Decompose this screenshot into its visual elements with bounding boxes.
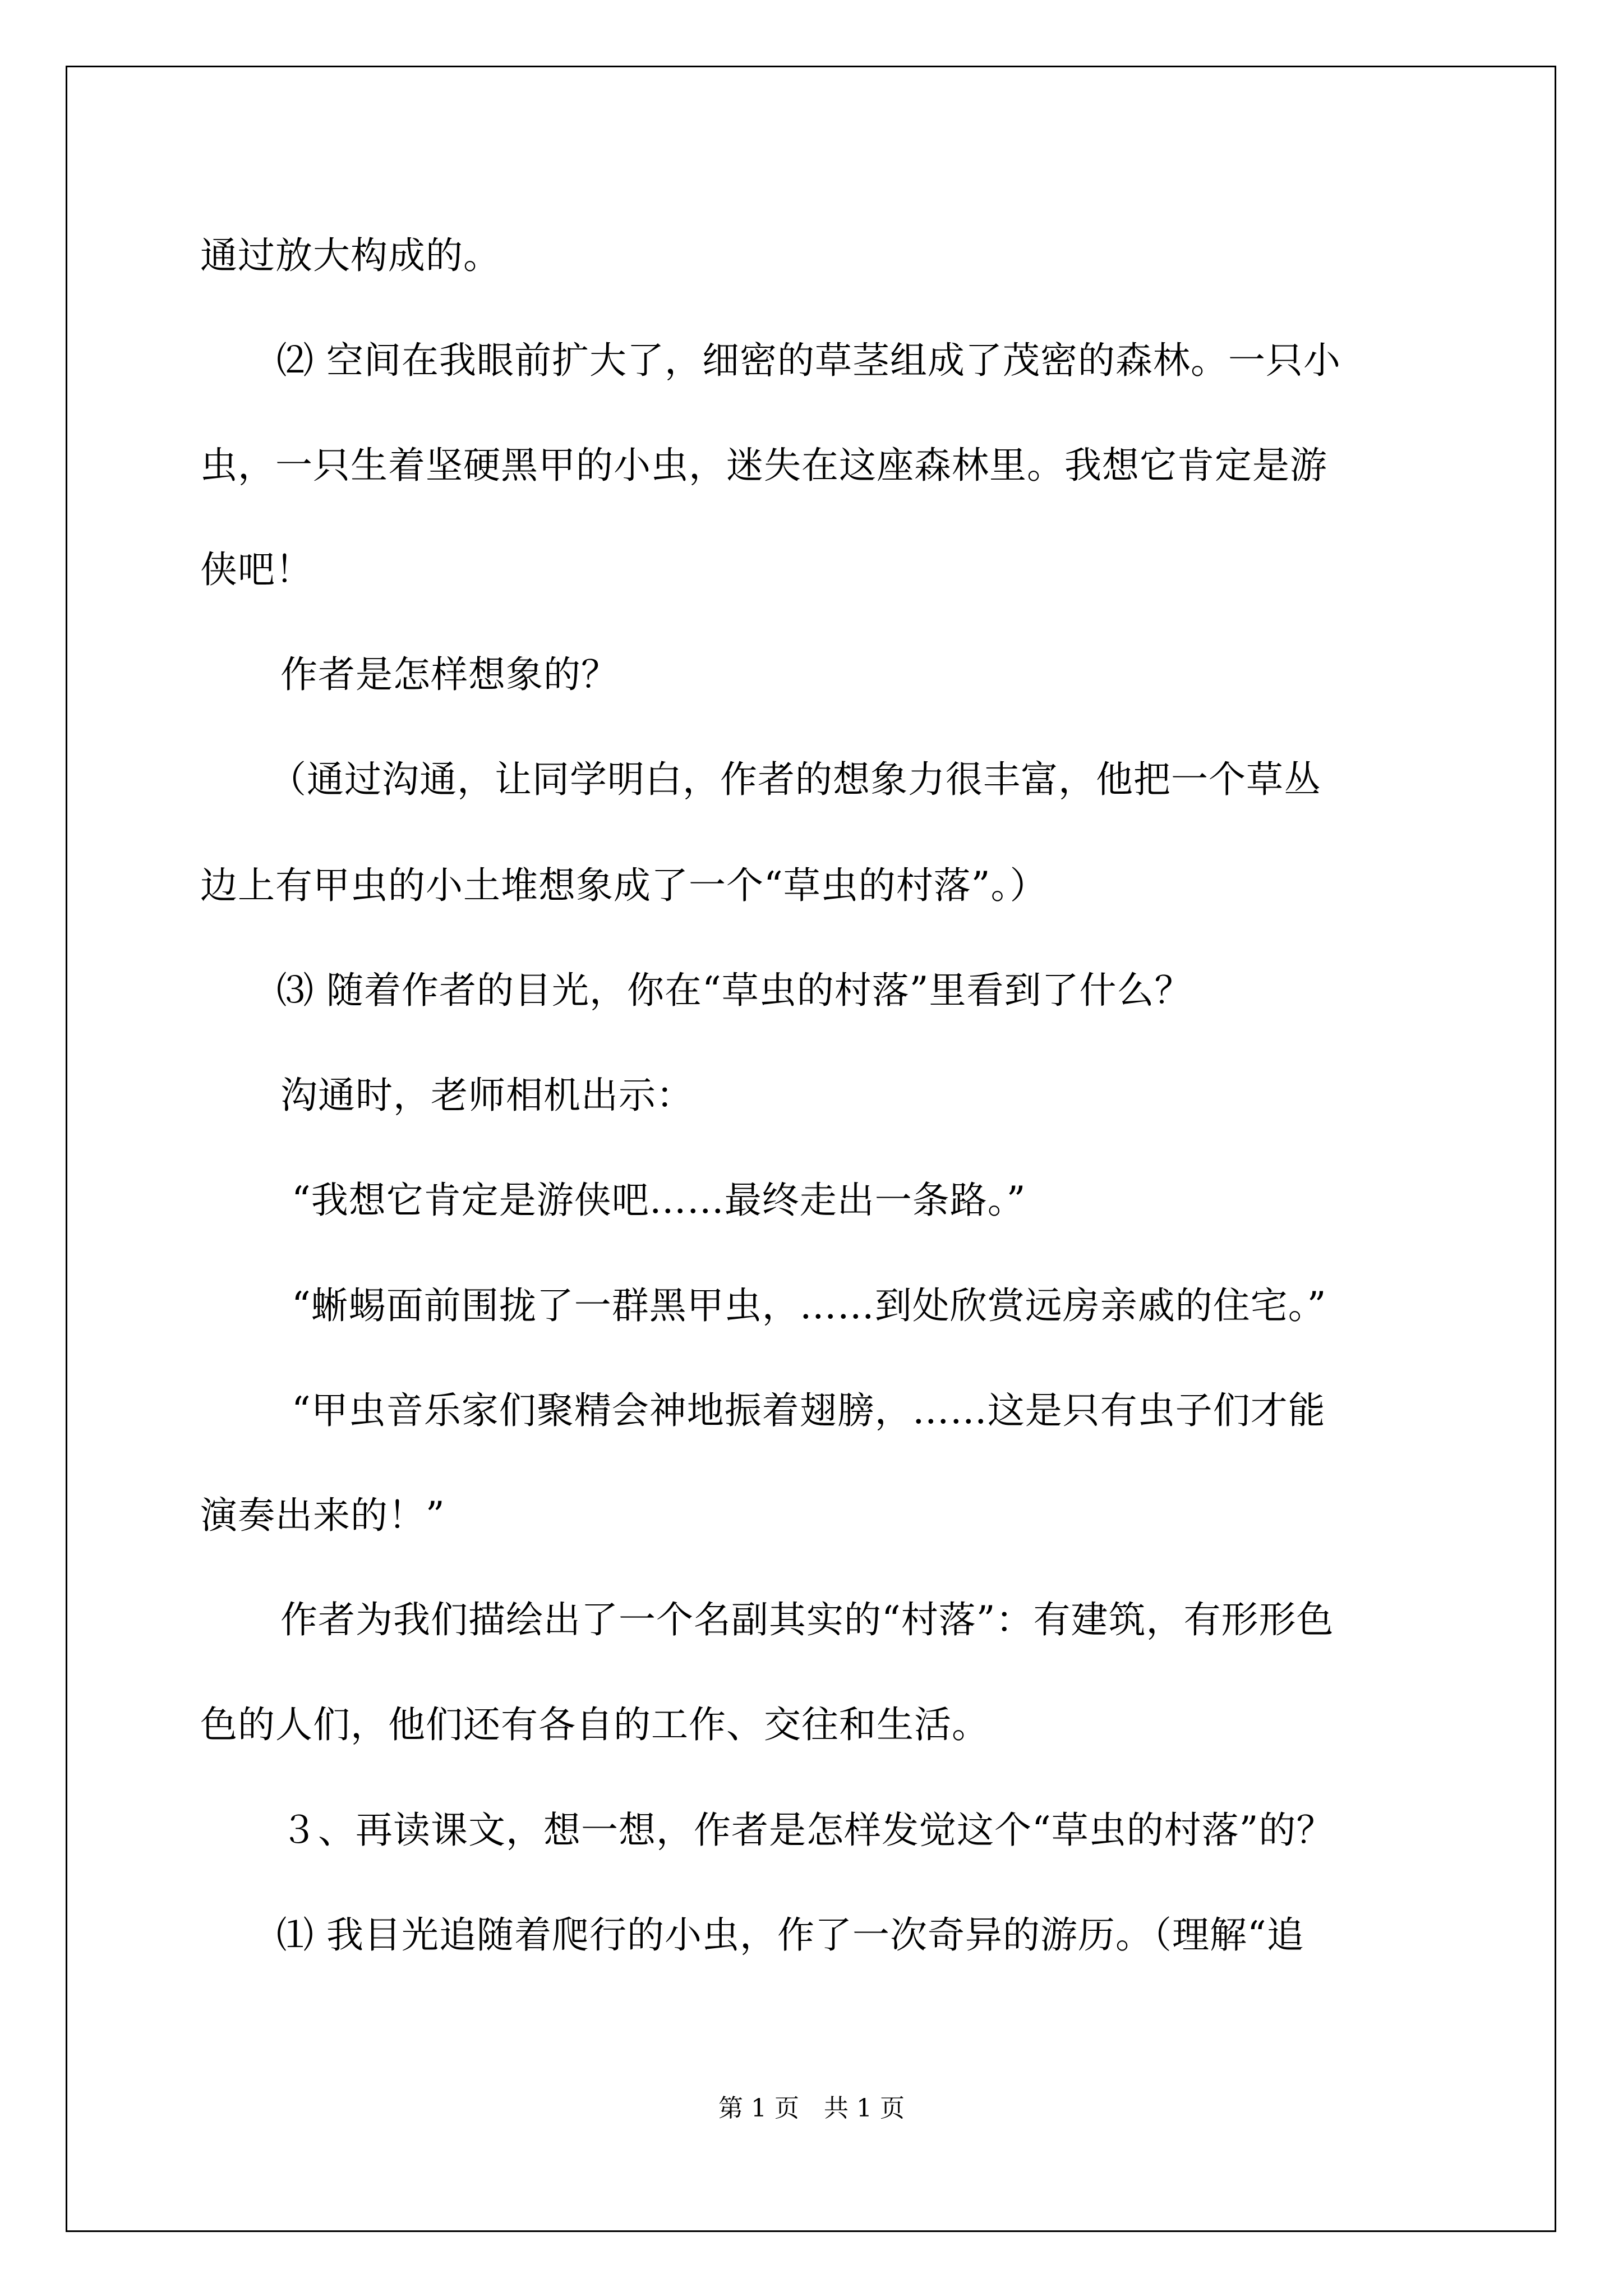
text-line-8: ⑶ 随着作者的目光，你在“草虫的村落”里看到了什么？ bbox=[276, 969, 1192, 1012]
text-line-12: “甲虫音乐家们聚精会神地振着翅膀，……这是只有虫子们才能 bbox=[292, 1389, 1326, 1432]
text-line-13: 演奏出来的！” bbox=[200, 1494, 445, 1537]
text-line-5: 作者是怎样想象的？ bbox=[280, 653, 619, 696]
text-line-15: 色的人们，他们还有各自的工作、交往和生活。 bbox=[200, 1703, 989, 1746]
page-border bbox=[66, 66, 1556, 2232]
text-line-7: 边上有甲虫的小土堆想象成了一个“草虫的村落”。） bbox=[200, 864, 1048, 907]
text-line-11: “蜥蜴面前围拢了一群黑甲虫，……到处欣赏远房亲戚的住宅。” bbox=[292, 1284, 1327, 1327]
text-line-2: ⑵ 空间在我眼前扩大了，细密的草茎组成了茂密的森林。一只小 bbox=[276, 339, 1341, 382]
text-line-1: 通过放大构成的。 bbox=[200, 234, 501, 277]
text-line-16: ３、再读课文，想一想，作者是怎样发觉这个“草虫的村落”的？ bbox=[280, 1809, 1334, 1852]
text-line-6: （通过沟通，让同学明白，作者的想象力很丰富，他把一个草丛 bbox=[269, 758, 1321, 801]
page-footer: 第 1 页 共 1 页 bbox=[718, 2094, 905, 2123]
text-line-4: 侠吧！ bbox=[200, 548, 313, 591]
text-line-3: 虫，一只生着坚硬黑甲的小虫，迷失在这座森林里。我想它肯定是游 bbox=[200, 444, 1327, 487]
text-line-17: ⑴ 我目光追随着爬行的小虫，作了一次奇异的游历。（理解“追 bbox=[276, 1913, 1304, 1957]
text-line-14: 作者为我们描绘出了一个名副其实的“村落”：有建筑，有形形色 bbox=[280, 1598, 1334, 1641]
text-line-9: 沟通时，老师相机出示： bbox=[280, 1074, 694, 1117]
text-line-10: “我想它肯定是游侠吧……最终走出一条路。” bbox=[292, 1179, 1026, 1222]
